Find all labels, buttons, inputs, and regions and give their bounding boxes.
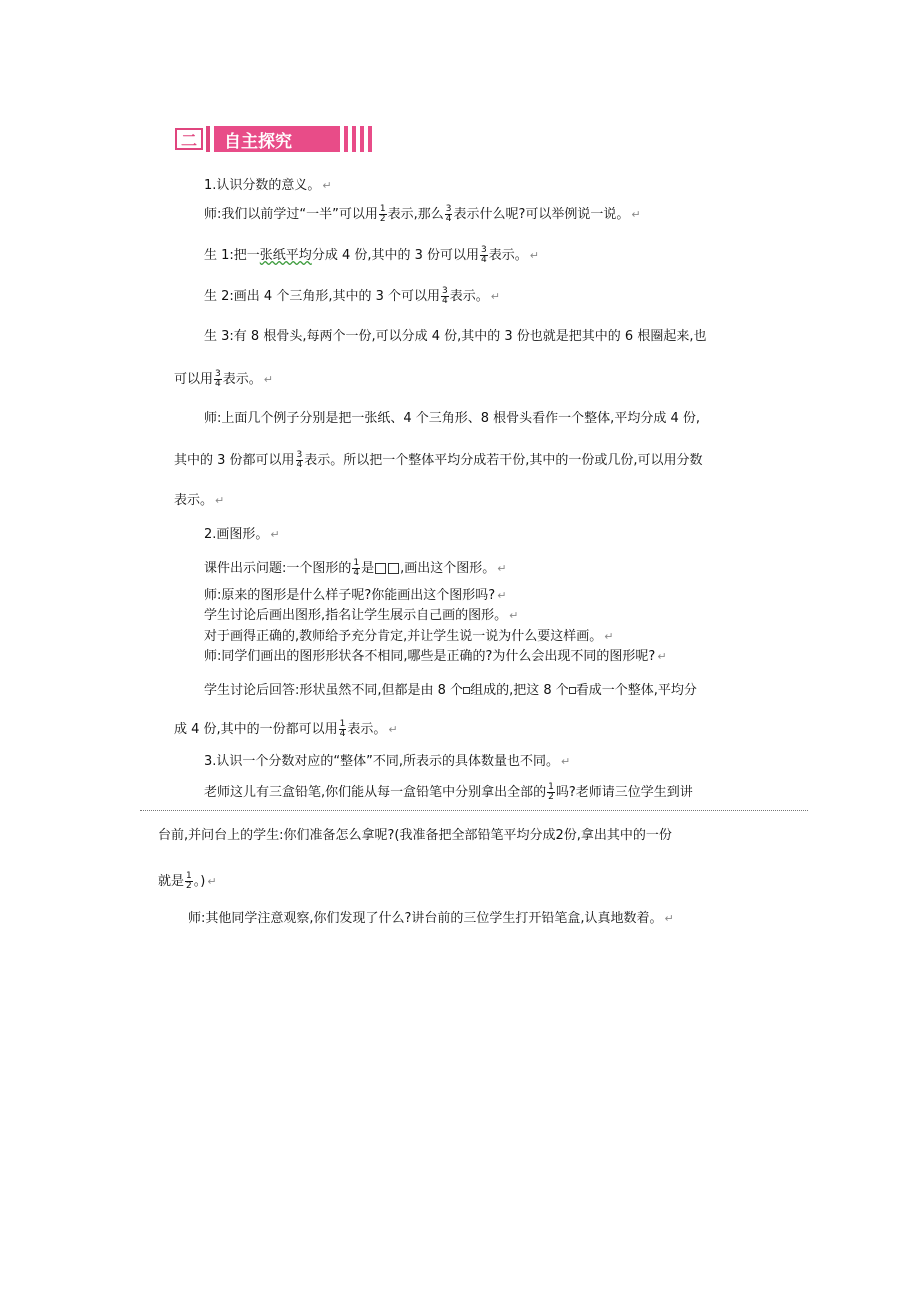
section-number: 二 bbox=[175, 128, 203, 150]
square-shape bbox=[569, 687, 576, 694]
section-header bbox=[175, 126, 376, 152]
paragraph-line: 老师这儿有三盒铅笔,你们能从每一盒铅笔中分别拿出全部的 $\frac{1}{2}$ 吗?老师请三位学生到讲 bbox=[204, 782, 693, 802]
paragraph-line: 就是 $\frac{1}{2}$ 。) ↵ bbox=[158, 871, 217, 891]
fraction: $\frac{3}{4}$ bbox=[296, 450, 303, 470]
paragraph-line: 学生讨论后回答:形状虽然不同,但都是由 8 个 组成的,把这 8 个 看成一个整体,平均分 bbox=[204, 683, 697, 698]
fraction: $\frac{1}{2}$ bbox=[379, 204, 386, 224]
paragraph-line: 可以用 $\frac{3}{4}$ 表示。 ↵ bbox=[174, 369, 273, 389]
fraction: $\frac{1}{4}$ bbox=[339, 719, 346, 739]
paragraph-line: 师:原来的图形是什么样子呢?你能画出这个图形吗? ↵ bbox=[204, 588, 507, 603]
square-shape bbox=[388, 563, 399, 574]
paragraph-line: 课件出示问题:一个图形的 $\frac{1}{4}$ 是 ,画出这个图形。 ↵ bbox=[204, 558, 507, 578]
fraction: $\frac{3}{4}$ bbox=[481, 245, 487, 265]
section-title: 自主探究 bbox=[214, 126, 340, 152]
fraction: $\frac{1}{2}$ bbox=[186, 871, 192, 891]
paragraph-line: 师:其他同学注意观察,你们发现了什么?讲台前的三位学生打开铅笔盒,认真地数着。 ↵ bbox=[188, 911, 674, 926]
paragraph-line: 生 1:把一张纸平均分成 4 份,其中的 3 份可以用 $\frac{3}{4}$ 表示。 ↵ bbox=[204, 245, 539, 265]
fraction: $\frac{3}{4}$ bbox=[215, 369, 221, 389]
header-stripes bbox=[344, 126, 376, 152]
square-shape bbox=[375, 563, 386, 574]
fraction: $\frac{1}{2}$ bbox=[548, 782, 554, 802]
paragraph-line: 师:我们以前学过“一半”可以用 $\frac{1}{2}$ 表示,那么 $\frac{3}{4}$ 表示什么呢?可以举例说一说。 ↵ bbox=[204, 204, 641, 224]
paragraph-line: 生 2:画出 4 个三角形,其中的 3 个可以用 $\frac{3}{4}$ 表示。 ↵ bbox=[204, 286, 500, 306]
fraction: $\frac{3}{4}$ bbox=[442, 286, 448, 306]
paragraph-line: 成 4 份,其中的一份都可以用 $\frac{1}{4}$ 表示。 ↵ bbox=[174, 719, 398, 739]
paragraph-line: 师:上面几个例子分别是把一张纸、4 个三角形、8 根骨头看作一个整体,平均分成 4 份, bbox=[204, 411, 700, 426]
paragraph-line: 1.认识分数的意义。 ↵ bbox=[204, 178, 332, 193]
paragraph-line: 表示。 ↵ bbox=[174, 493, 225, 508]
square-shape bbox=[463, 687, 470, 694]
header-divider bbox=[206, 126, 210, 152]
paragraph-line: 2.画图形。 ↵ bbox=[204, 527, 280, 542]
paragraph-line: 学生讨论后画出图形,指名让学生展示自己画的图形。 ↵ bbox=[204, 608, 519, 623]
paragraph-line: 师:同学们画出的图形形状各不相同,哪些是正确的?为什么会出现不同的图形呢? ↵ bbox=[204, 649, 667, 664]
paragraph-line: 3.认识一个分数对应的“整体”不同,所表示的具体数量也不同。 ↵ bbox=[204, 754, 571, 769]
page-break-line bbox=[140, 810, 808, 811]
paragraph-line: 其中的 3 份都可以用 $\frac{3}{4}$ 表示。所以把一个整体平均分成若干份,其中的一份或几份,可以用分数 bbox=[174, 450, 703, 470]
fraction: $\frac{3}{4}$ bbox=[445, 204, 452, 224]
paragraph-line: 生 3:有 8 根骨头,每两个一份,可以分成 4 份,其中的 3 份也就是把其中的 6 根圈起来,也 bbox=[204, 329, 707, 344]
fraction: $\frac{1}{4}$ bbox=[353, 558, 360, 578]
paragraph-line: 台前,并问台上的学生:你们准备怎么拿呢?(我准备把全部铅笔平均分成2份,拿出其中的一份 bbox=[158, 828, 672, 843]
paragraph-line: 对于画得正确的,教师给予充分肯定,并让学生说一说为什么要这样画。 ↵ bbox=[204, 629, 614, 644]
